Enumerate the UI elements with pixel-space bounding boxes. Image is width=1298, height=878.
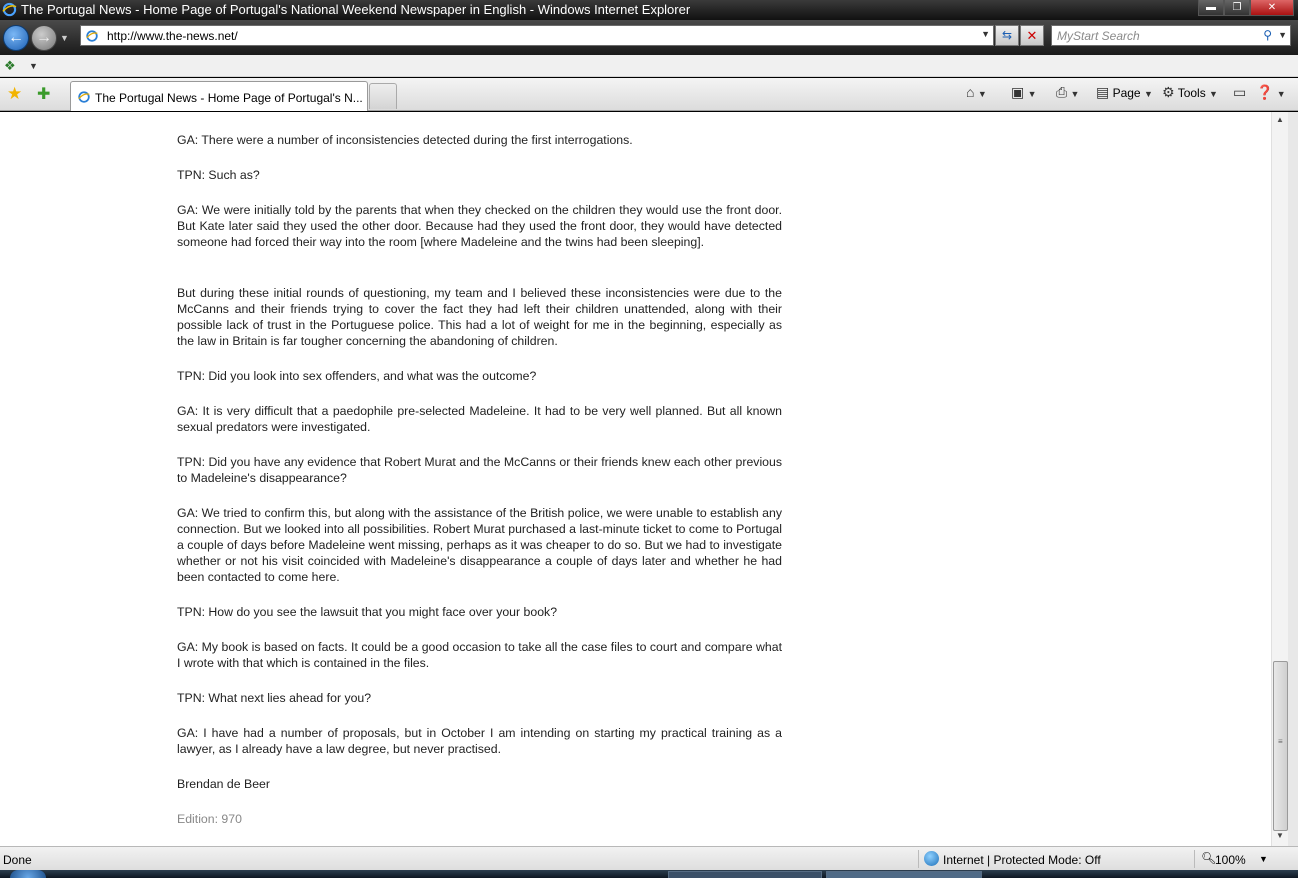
vertical-scrollbar[interactable] [1271, 112, 1288, 846]
search-box[interactable] [1051, 25, 1291, 46]
page-icon: ▤ [1096, 84, 1110, 100]
taskbar-button-active[interactable] [826, 871, 982, 878]
title-bar [0, 0, 1298, 20]
status-bar [0, 846, 1298, 870]
feeds-button[interactable] [1011, 84, 1037, 101]
search-dropdown-icon[interactable]: ▼ [1278, 30, 1287, 40]
scroll-grip-icon: ≡ [1278, 737, 1283, 746]
tab-label: The Portugal News - Home Page of Portugal's N... [95, 91, 363, 105]
addon-dropdown-icon[interactable]: ▼ [29, 61, 38, 71]
toolbar-addon-icon[interactable]: ❖ [4, 58, 16, 73]
minimize-button[interactable]: ▬ [1198, 0, 1224, 16]
page-menu-button[interactable] [1096, 84, 1153, 101]
forward-arrow-icon: → [36, 29, 52, 46]
article-paragraph: GA: We were initially told by the parents that when they checked on the children they would use the front door. But Kate later said they used the other door. Because had they used the front door, they would have detected someone had forced their way into the room [where Madeleine and the twins had been sleeping]. [177, 203, 782, 249]
help-icon: ❓ [1256, 84, 1274, 100]
article-paragraph: TPN: Did you have any evidence that Robert Murat and the McCanns or their friends knew each other previous to Madeleine's disappearance? [177, 455, 782, 485]
page-ie-icon [85, 29, 99, 43]
close-button[interactable]: ✕ [1250, 0, 1294, 16]
zoom-level[interactable]: 100% [1215, 853, 1246, 867]
article-paragraph: GA: My book is based on facts. It could be a good occasion to take all the case files to court and compare what I wrote with that which is contained in the files. [177, 640, 782, 670]
help-dropdown-icon[interactable]: ▼ [1276, 89, 1286, 99]
home-icon: ⌂ [966, 84, 975, 100]
windows-taskbar [0, 870, 1298, 878]
scrollbar-thumb[interactable] [1273, 661, 1288, 831]
back-arrow-icon: ← [8, 29, 24, 46]
article-author: Brendan de Beer [177, 777, 270, 791]
edition-label: Edition: 970 [177, 812, 242, 826]
forward-button[interactable] [31, 25, 57, 51]
print-icon: ⎙ [1056, 84, 1068, 100]
internet-globe-icon [924, 851, 939, 866]
stop-button[interactable] [1020, 25, 1044, 46]
scroll-down-arrow-icon[interactable]: ▼ [1276, 831, 1284, 840]
article-paragraph: GA: There were a number of inconsistencies detected during the first interrogations. [177, 133, 633, 147]
article-paragraph: TPN: Did you look into sex offenders, and what was the outcome? [177, 369, 537, 383]
article-paragraph: TPN: Such as? [177, 168, 260, 182]
tools-menu-label: Tools [1177, 86, 1206, 100]
article-paragraph: GA: It is very difficult that a paedophile pre-selected Madeleine. It had to be very well planned. But all known sexual predators were investigated. [177, 404, 782, 434]
refresh-icon: ⇆ [1001, 28, 1013, 42]
ie-logo-icon [2, 2, 17, 17]
zoom-dropdown-icon[interactable]: ▼ [1259, 854, 1268, 864]
tools-dropdown-icon: ▼ [1209, 89, 1218, 99]
status-divider [1194, 850, 1195, 868]
status-text: Done [3, 853, 32, 867]
address-dropdown-icon[interactable]: ▼ [981, 29, 990, 39]
favorites-star-icon[interactable]: ★ [7, 84, 23, 103]
address-bar[interactable] [80, 25, 994, 46]
refresh-button[interactable] [995, 25, 1019, 46]
tools-menu-button[interactable] [1162, 84, 1218, 101]
taskbar-button[interactable] [668, 871, 822, 878]
links-bar [0, 55, 1298, 77]
print-dropdown-icon[interactable]: ▼ [1070, 89, 1080, 99]
home-button[interactable] [966, 84, 987, 100]
feeds-dropdown-icon[interactable]: ▼ [1027, 89, 1037, 99]
help-button[interactable] [1256, 84, 1286, 101]
home-dropdown-icon[interactable]: ▼ [977, 89, 987, 99]
window-title: The Portugal News - Home Page of Portugal's National Weekend Newspaper in English - Windows Internet Explorer [21, 2, 691, 17]
research-button[interactable] [1233, 84, 1246, 101]
article-paragraph: TPN: What next lies ahead for you? [177, 691, 372, 705]
article-paragraph: TPN: How do you see the lawsuit that you might face over your book? [177, 605, 558, 619]
maximize-button[interactable]: ❐ [1224, 0, 1250, 16]
add-favorites-icon[interactable]: ✚ [37, 86, 51, 103]
research-icon: ▭ [1233, 84, 1247, 100]
status-divider [918, 850, 919, 868]
back-button[interactable] [3, 25, 29, 51]
tab-the-portugal-news[interactable] [70, 81, 368, 111]
page-dropdown-icon: ▼ [1143, 89, 1153, 99]
article-paragraph: GA: We tried to confirm this, but along with the assistance of the British police, we were unable to establish any connection. But we looked into all possibilities. Robert Murat purchased a last-minute ticket to come to Portugal a couple of days before Madeleine went missing, perhaps as it was cheaper to do so. But we had to investigate whether or not his visit coincided with Madeleine's disappearance a couple of days later and whether he had been contacted to come here. [177, 506, 782, 584]
recent-pages-dropdown[interactable]: ▼ [60, 33, 69, 43]
gear-icon: ⚙ [1162, 84, 1175, 100]
tab-bar [0, 78, 1298, 111]
page-content [0, 112, 1271, 846]
print-button[interactable] [1056, 84, 1079, 101]
search-icon[interactable]: ⚲ [1263, 28, 1272, 42]
new-tab-button[interactable] [369, 83, 397, 109]
tab-ie-icon [77, 90, 91, 104]
article-paragraph: GA: I have had a number of proposals, but in October I am intending on starting my practical training as a lawyer, as I already have a law degree, but never practised. [177, 726, 782, 756]
start-orb-icon[interactable] [10, 870, 46, 878]
scroll-up-arrow-icon[interactable]: ▲ [1276, 115, 1284, 124]
zoom-magnifier-icon[interactable]: 🔍︎ [1201, 851, 1217, 865]
window-frame-right [1288, 112, 1298, 846]
stop-icon: ✕ [1026, 28, 1038, 43]
security-zone[interactable]: Internet | Protected Mode: Off [943, 853, 1101, 867]
search-placeholder[interactable]: MyStart Search [1057, 29, 1140, 43]
page-menu-label: Page [1112, 86, 1141, 100]
article-paragraph: But during these initial rounds of questioning, my team and I believed these inconsistencies were due to the McCanns and their friends trying to cover the fact they had left their children unattended, along with their possible lack of trust in the Portuguese police. This had a lot of weight for me in the beginning, especially as the law in Britain is far tougher concerning the abandoning of children. [177, 286, 782, 348]
rss-icon: ▣ [1011, 84, 1025, 100]
url-text[interactable]: http://www.the-news.net/ [107, 29, 238, 43]
